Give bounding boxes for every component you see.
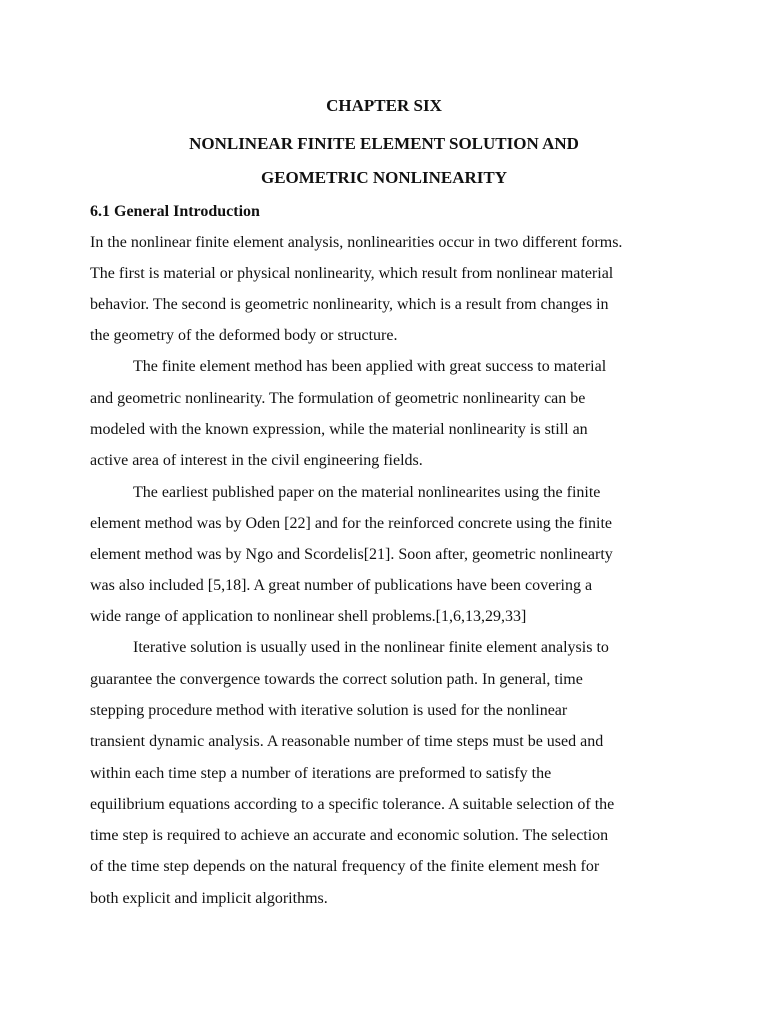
chapter-title-line-2: GEOMETRIC NONLINEARITY [260,168,508,187]
text-line: element method was by Oden [22] and for the reinforced concrete using the finite [90,515,613,532]
text-line: Iterative solution is usually used in the nonlinear finite element analysis to [133,639,609,656]
text-line: The finite element method has been applied with great success to material [133,358,607,375]
text-line: The earliest published paper on the material nonlinearites using the finite [133,484,601,501]
text-line: transient dynamic analysis. A reasonable number of time steps must be used and [90,733,604,750]
text-line: The first is material or physical nonlinearity, which result from nonlinear material [90,265,614,282]
text-line: element method was by Ngo and Scordelis[21]. Soon after, geometric nonlinearty [90,546,613,563]
text-line: equilibrium equations according to a specific tolerance. A suitable selection of the [90,796,615,813]
text-line: modeled with the known expression, while the material nonlinearity is still an [90,421,588,438]
text-line: of the time step depends on the natural frequency of the finite element mesh for [90,858,600,875]
text-line: wide range of application to nonlinear shell problems.[1,6,13,29,33] [90,608,527,625]
text-line: behavior. The second is geometric nonlinearity, which is a result from changes in [90,296,609,313]
text-line: stepping procedure method with iterative solution is used for the nonlinear [90,702,568,719]
text-line: time step is required to achieve an accurate and economic solution. The selection [90,827,609,844]
text-line: within each time step a number of iterations are preformed to satisfy the [90,765,552,782]
chapter-title-line-1: NONLINEAR FINITE ELEMENT SOLUTION AND [189,134,579,153]
text-line: was also included [5,18]. A great number of publications have been covering a [90,577,593,594]
chapter-heading: CHAPTER SIX [326,96,442,115]
text-line: In the nonlinear finite element analysis, nonlinearities occur in two different forms. [90,234,623,251]
text-line: the geometry of the deformed body or structure. [90,327,398,344]
text-line: active area of interest in the civil engineering fields. [90,452,423,469]
text-line: guarantee the convergence towards the correct solution path. In general, time [90,671,583,688]
text-line: and geometric nonlinearity. The formulation of geometric nonlinearity can be [90,390,586,407]
section-heading: 6.1 General Introduction [90,203,260,220]
text-line: both explicit and implicit algorithms. [90,890,328,907]
